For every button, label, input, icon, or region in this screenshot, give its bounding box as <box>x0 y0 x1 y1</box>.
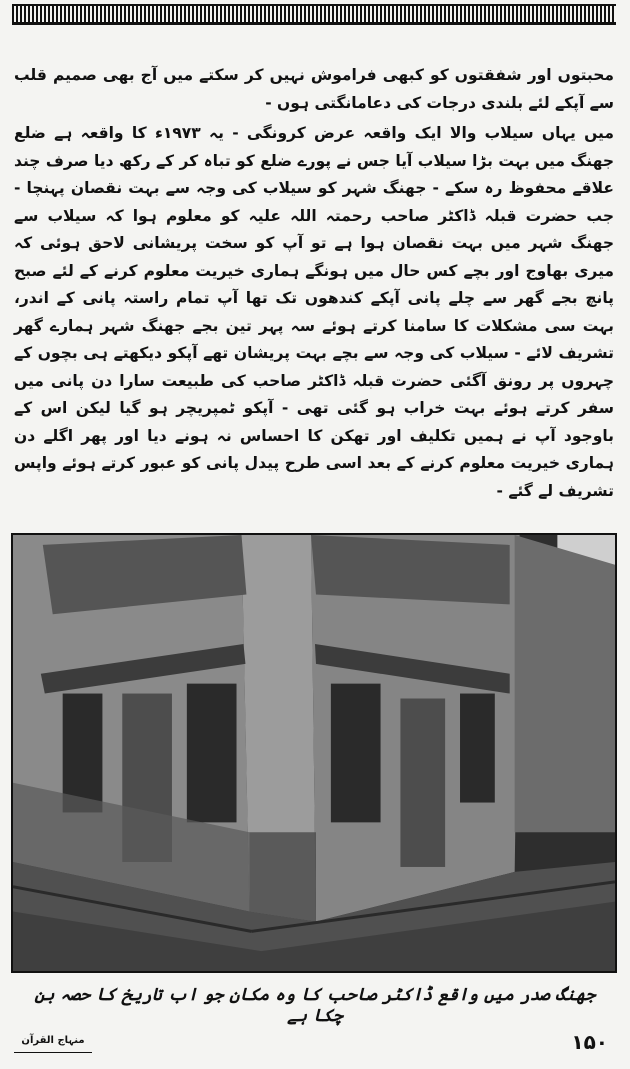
publisher-logo: منہاج القرآن <box>14 1030 92 1053</box>
photo-caption: جھنگ صدر میں واقع ڈاکٹر صاحب کا وہ مکان جو اب تاریخ کا حصہ بن چکا ہے <box>34 985 596 1026</box>
paragraph: میں یہاں سیلاب والا ایک واقعہ عرض کرونگی - یہ ۱۹۷۳ء کا واقعہ ہے ضلع جھنگ میں بہت بڑا سیلاب آیا جس نے پورے ضلع کو تباہ کر کے رکھ دیا صرف چند علاقے محفوظ رہ سکے - جھنگ شہر کو سیلاب کی وجہ سے بہت نقصان پہنچا - جب حضرت قبلہ ڈاکٹر صاحب رحمتہ اللہ علیہ کو معلوم ہوا کہ سیلاب سے جھنگ شہر میں بہت نقصان ہوا ہے تو آپ کو سخت پریشانی لاحق ہوئی کہ میری بھاوج اور بچے کس حال میں ہونگے ہماری خیریت معلوم کرنے کے لئے صبح پانچ بجے گھر سے چلے پانی آپکے کندھوں تک تھا آپ تمام راستہ پانی کے اندر، بہت سی مشکلات کا سامنا کرتے ہوئے سہ پہر تین بجے جھنگ شہر ہمارے گھر تشریف لائے - سیلاب کی وجہ سے بچے بہت پریشان تھے آپکو دیکھتے ہی بچوں کے چہروں پر رونق آگئی حضرت قبلہ ڈاکٹر صاحب کی طبیعت سارا دن پانی میں سفر کرتے ہوئے بہت خراب ہو گئی تھی - آپکو ٹمپریچر ہو گیا لیکن اس کے باوجود آپ نے ہمیں تکلیف اور تھکن کا احساس نہ ہونے دیا اور پھر اگلے دن ہماری خیریت معلوم کرنے کے بعد اسی طرح پیدل پانی کو عبور کرتے ہوئے واپس تشریف لے گئے - <box>14 124 614 500</box>
house-photo-illustration <box>13 535 615 971</box>
header-rule <box>12 4 616 25</box>
house-photo <box>11 533 617 973</box>
page-number: ۱۵۰ <box>571 1030 608 1054</box>
article-body <box>14 62 614 505</box>
paragraph: محبتوں اور شفقتوں کو کبھی فراموش نہیں کر سکتے میں آج بھی صمیم قلب سے آپکے لئے بلندی درجات کی دعامانگتی ہوں - <box>14 66 614 112</box>
